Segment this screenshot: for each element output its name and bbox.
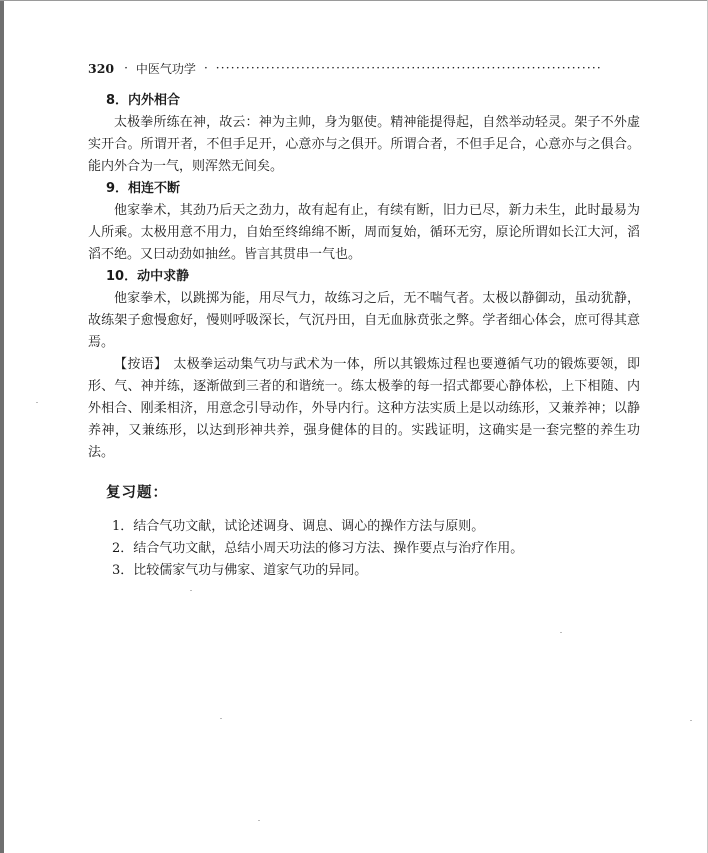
section-paragraph: 他家拳术，以跳掷为能，用尽气力，故练习之后，无不喘气者。太极以静御动，虽动犹静，故练架子愈慢愈好，慢则呼吸深长，气沉丹田，自无血脉贲张之弊。学者细心体会，庶可得其意焉。 [88,291,640,350]
page-left-border [0,0,4,853]
page-body [88,90,640,582]
scan-speck [220,718,222,719]
section-paragraph: 他家拳术，其劲乃后天之劲力，故有起有止，有续有断，旧力已尽，新力未生，此时最易为人所乘。太极用意不用力，自始至终绵绵不断，周而复始，循环无穷，原论所谓如长江大河，滔滔不绝。又曰动劲如抽丝。皆言其贯串一气也。 [88,203,640,262]
header-dot-leader: ············································································· [215,61,602,75]
section-9 [88,178,640,266]
section-paragraph: 太极拳所练在神，故云：神为主帅，身为躯使。精神能提得起，自然举动轻灵。架子不外虚实开合。所谓开者，不但手足开，心意亦与之俱开。所谓合者，不但手足合，心意亦与之俱合。能内外合为一气，则浑然无间矣。 [88,115,640,174]
review-heading: 复习题： [106,485,168,501]
scan-speck [258,820,260,821]
section-heading: 8．内外相合 [106,93,181,108]
scan-speck [36,402,38,403]
page-number: 320 [88,60,115,76]
review-question-1: 1．结合气功文献，试论述调身、调息、调心的操作方法与原则。 [112,519,485,534]
scan-speck [560,632,562,633]
review-question-2: 2．结合气功文献，总结小周天功法的修习方法、操作要点与治疗作用。 [112,541,524,556]
section-heading: 9．相连不断 [106,181,181,196]
scan-speck [690,720,692,721]
review-question-3: 3．比较儒家气功与佛家、道家气功的异同。 [112,563,368,578]
header-bullet-2: · [203,61,208,75]
running-header [88,58,644,78]
header-bullet: · [124,61,128,75]
section-heading: 10．动中求静 [106,269,190,284]
scan-speck [190,590,192,591]
note-tag: 【按语】 [114,357,168,372]
page-top-border [0,0,708,1]
editor-note [88,354,640,464]
note-text: 太极拳运动集气功与武术为一体，所以其锻炼过程也要遵循气功的锻炼要领，即形、气、神并练，逐渐做到三者的和谐统一。练太极拳的每一招式都要心静体松，上下相随、内外相合、刚柔相济，用意念引导动作，外导内行。这种方法实质上是以动练形，又兼养神；以静养神，又兼练形，以达到形神共养，强身健体的目的。实践证明，这确实是一套完整的养生功法。 [88,357,640,460]
book-title: 中医气功学 [135,61,196,76]
review-questions [112,516,640,582]
section-10 [88,266,640,354]
section-8 [88,90,640,178]
